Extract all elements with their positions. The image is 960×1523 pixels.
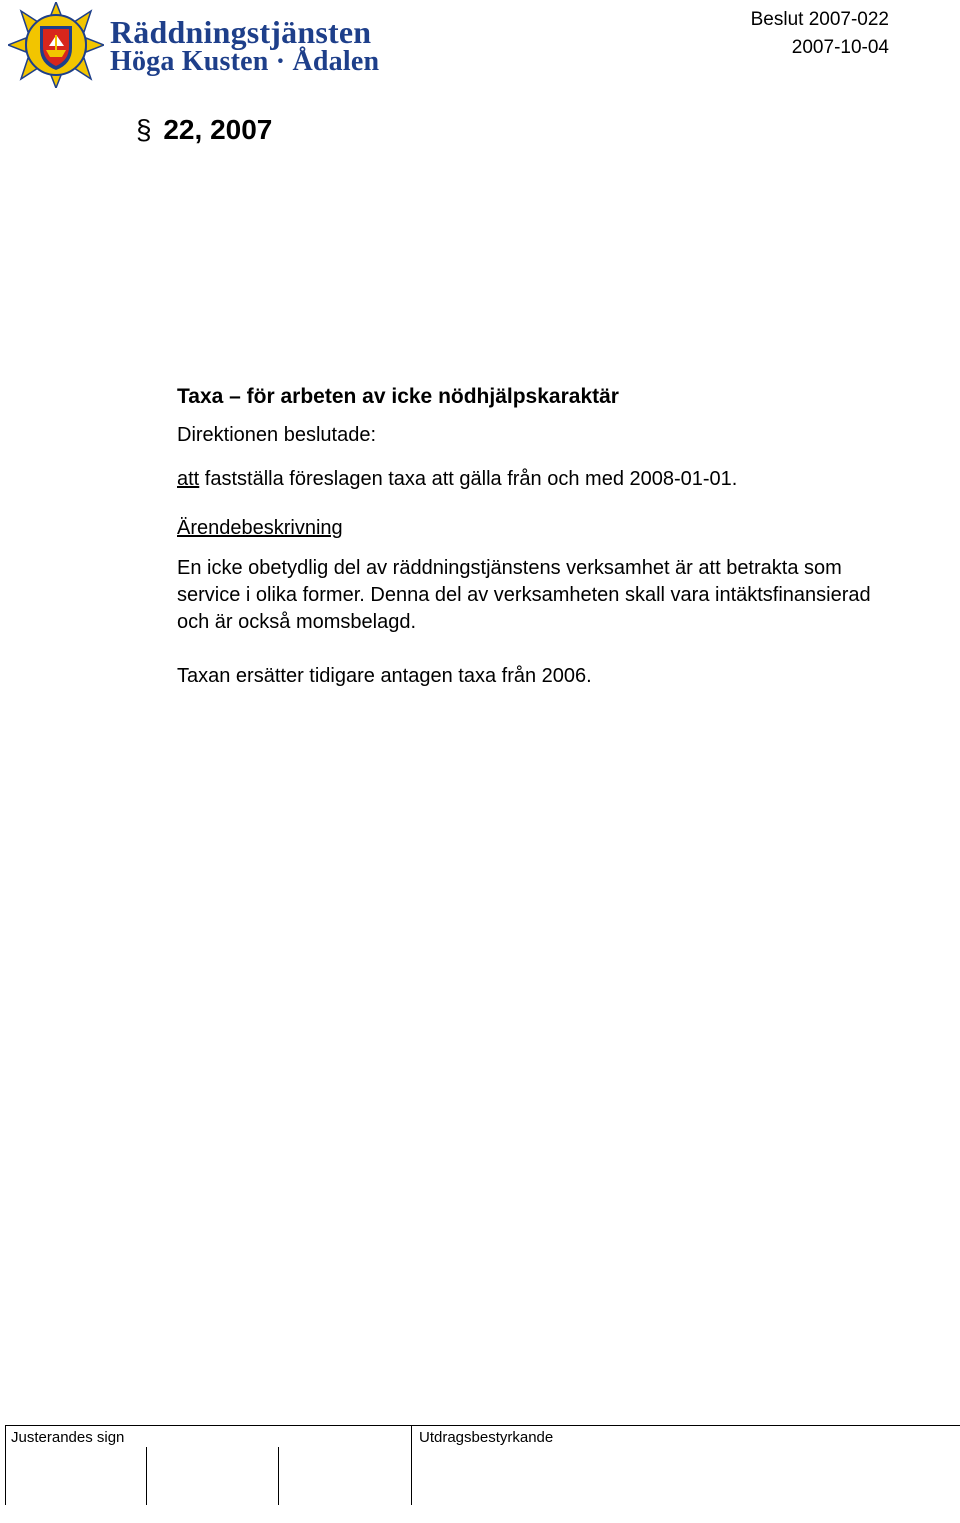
note-text: Taxan ersätter tidigare antagen taxa från 2006. (177, 665, 592, 687)
footer-divider (278, 1447, 279, 1505)
org-name-line2: Höga Kusten · Ådalen (110, 46, 380, 77)
extract-label: Utdragsbestyrkande (419, 1429, 554, 1446)
decision-number: Beslut 2007-022 (750, 9, 889, 30)
case-body-text: En icke obetydlig del av räddningstjänstens verksamhet är att betrakta som service i olika former. Denna del av verksamheten skall vara intäktsfinansierad och är också momsbelagd. (177, 557, 871, 633)
decision-line (177, 466, 917, 493)
case-heading: Ärendebeskrivning (177, 517, 343, 539)
decision-date: 2007-10-04 (791, 37, 889, 58)
page-title: Taxa – för arbeten av icke nödhjälpskaraktär (177, 385, 619, 408)
signature-footer (5, 1425, 960, 1515)
section-sign: § (136, 114, 152, 145)
decision-intro: Direktionen beslutade: (177, 424, 377, 446)
paragraph-number: 22, 2007 (163, 114, 273, 145)
sign-label: Justerandes sign (11, 1429, 125, 1446)
decision-att: att (177, 468, 200, 490)
paragraph-heading (136, 114, 272, 146)
footer-divider (411, 1425, 412, 1505)
footer-divider (5, 1425, 960, 1426)
footer-divider (5, 1425, 6, 1505)
case-body (177, 555, 907, 636)
fire-department-emblem-icon (8, 2, 104, 88)
decision-text: fastställa föreslagen taxa att gälla från och med 2008-01-01. (199, 468, 738, 490)
footer-divider (146, 1447, 147, 1505)
decision-meta (751, 6, 889, 62)
org-name-line1: Räddningstjänsten (110, 14, 372, 50)
